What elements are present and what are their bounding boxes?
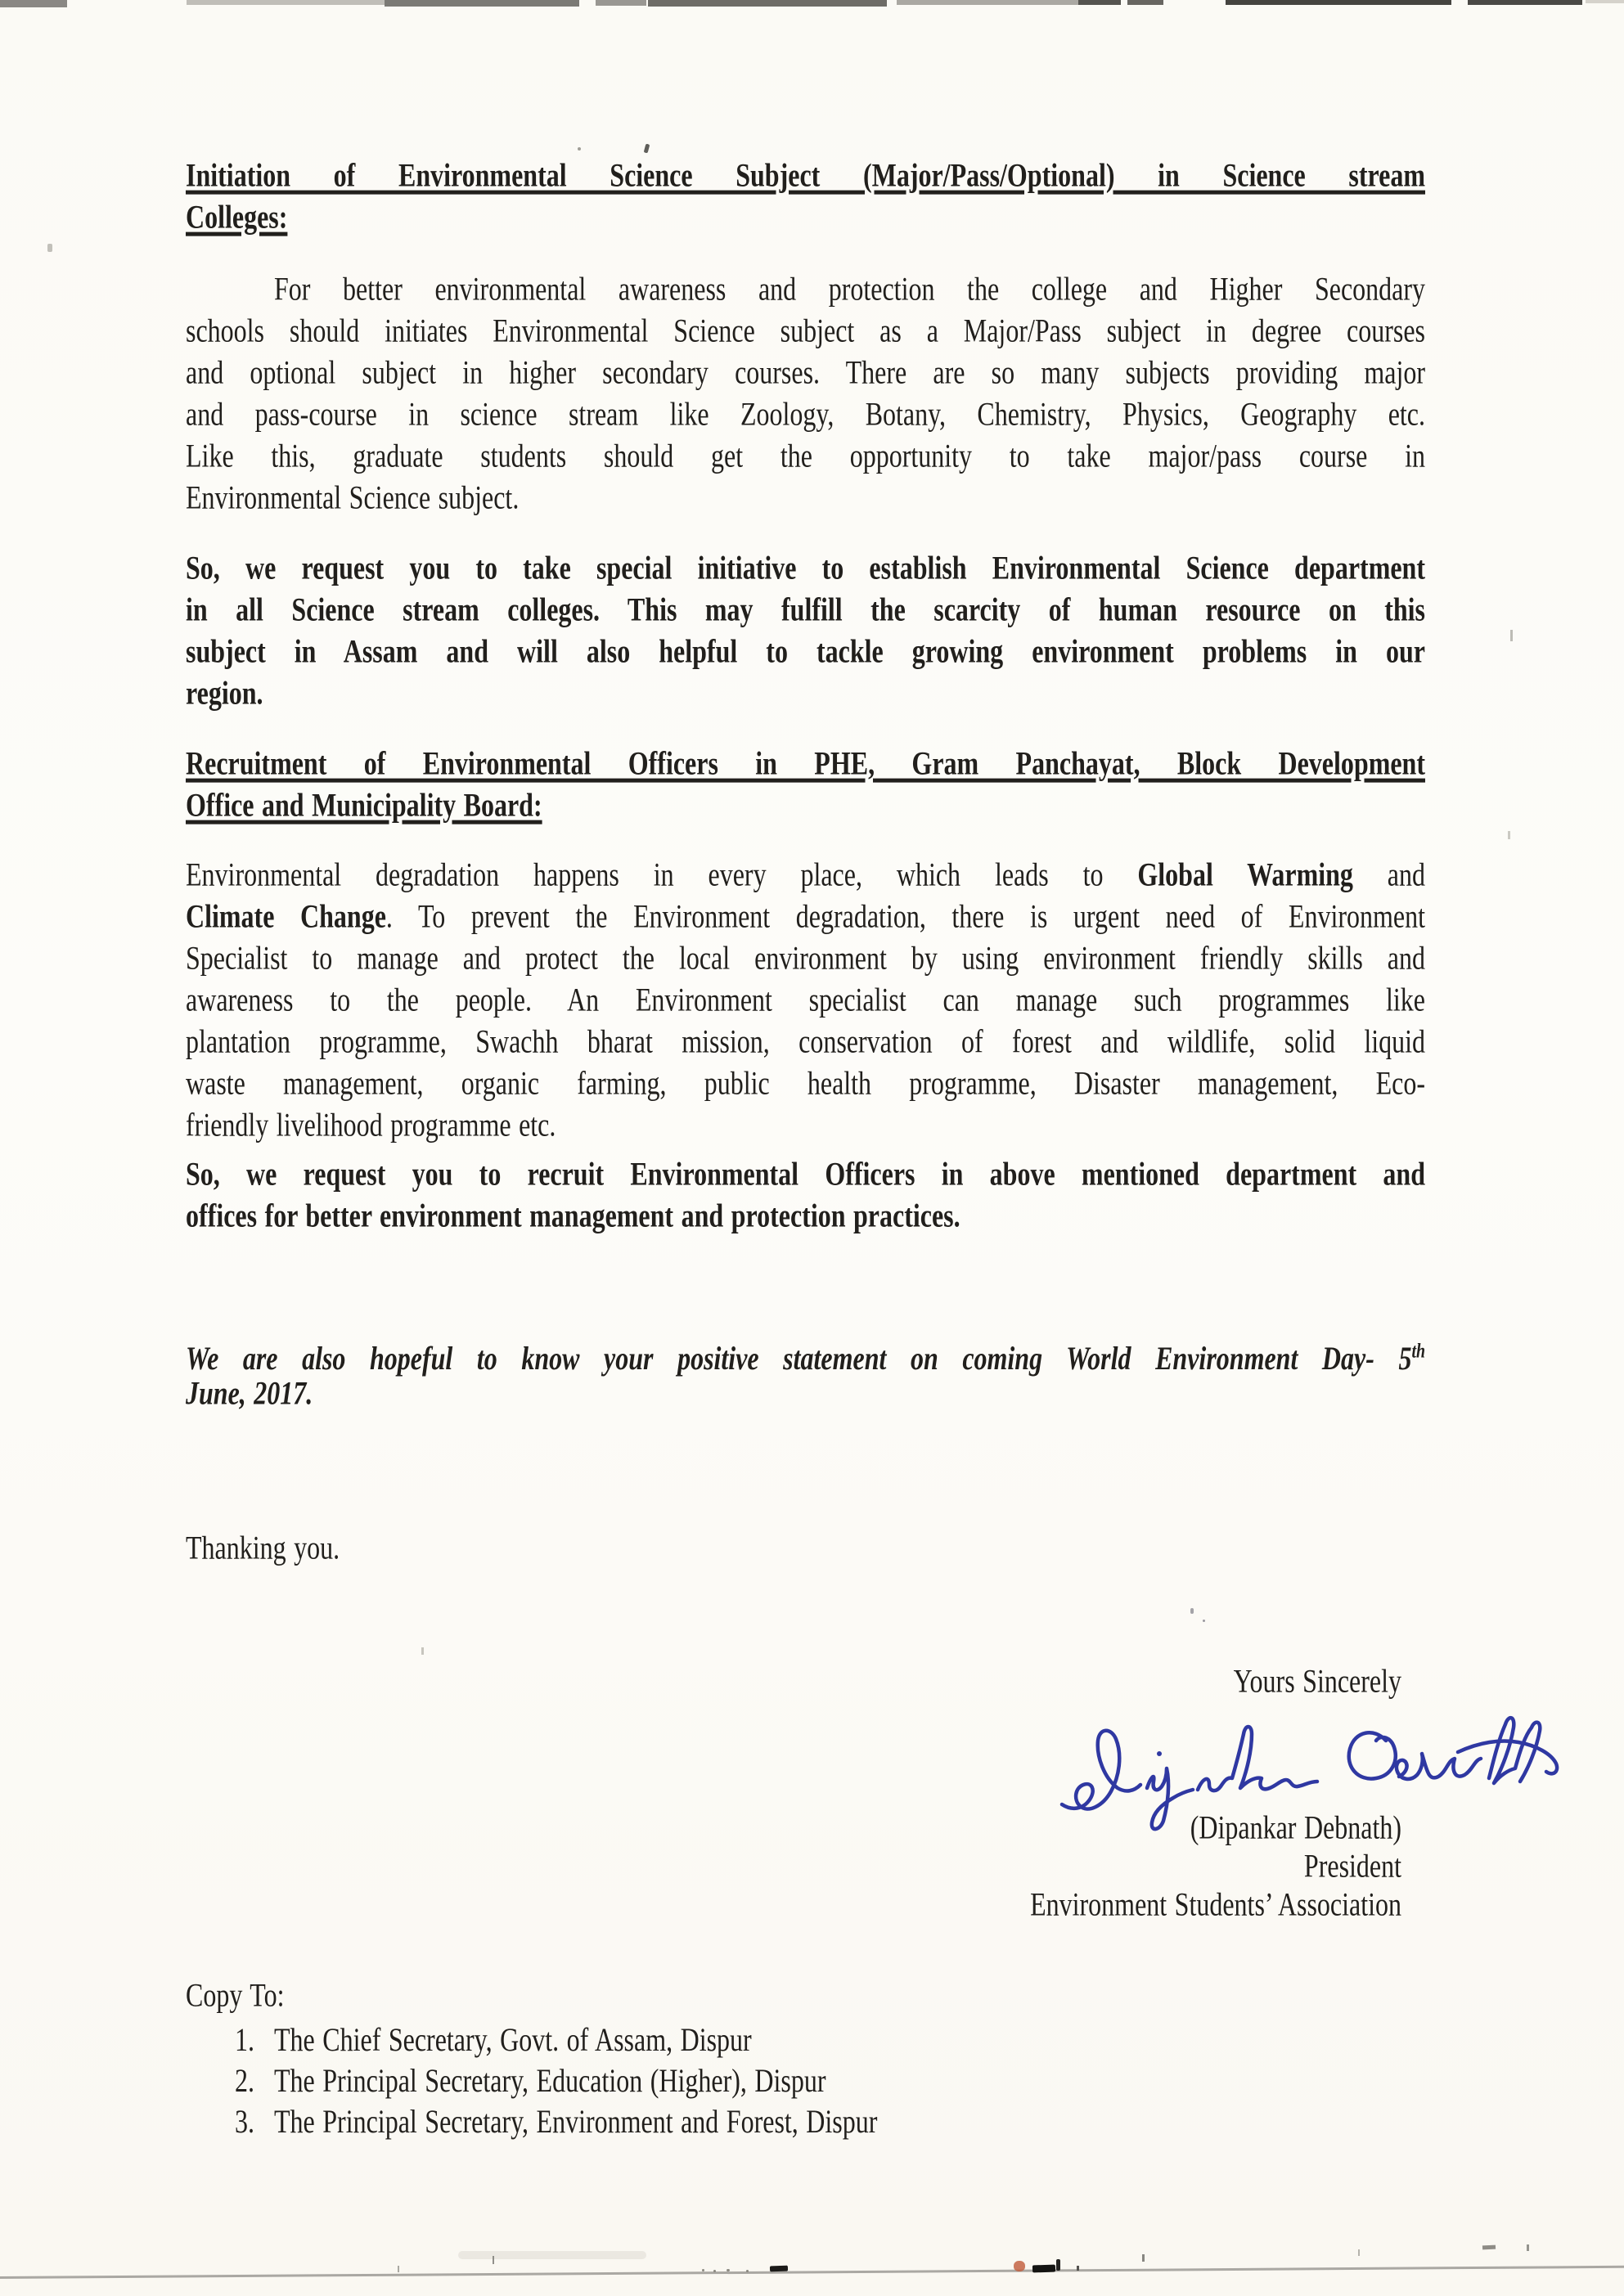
emphasis-global-warming: Global Warming (1137, 856, 1353, 893)
scan-speck (1077, 2266, 1079, 2271)
copy-list-item (186, 2096, 1425, 2147)
closing-salutation (186, 1660, 1401, 1702)
text-line: Copy To: (186, 1976, 285, 2014)
scan-artifact-bottom-edge (0, 2266, 1624, 2279)
scan-artifact-top-edge (596, 0, 646, 6)
text-line: Environmental Science subject. (186, 479, 520, 516)
text-line: For better environmental awareness and protection the college and Higher Secondary (274, 270, 1425, 308)
text-line: plantation programme, Swachh bharat mission, conservation of forest and wildlife, solid liquid (186, 1022, 1425, 1060)
scan-speck (1014, 2261, 1025, 2271)
paragraph-request-initiative (186, 547, 1425, 714)
paragraph-better-awareness (186, 268, 1425, 519)
scan-speck (1527, 2244, 1529, 2251)
text-line: We are also hopeful to know your positive statement on coming World Environment Day- 5th (186, 1339, 1425, 1377)
scan-artifact-top-edge (648, 0, 887, 7)
text-line: Specialist to manage and protect the local environment by using environment friendly skills and (186, 939, 1425, 977)
paragraph-world-environment-day (186, 1331, 1425, 1414)
paragraph-env-degradation (186, 854, 1425, 1146)
heading-initiation-env-science (186, 155, 1425, 238)
heading-line: Initiation of Environmental Science Subject (Major/Pass/Optional) in Science stream (186, 156, 1425, 194)
copy-to-list (186, 2019, 1425, 2141)
scan-artifact-top-edge (0, 0, 67, 7)
scan-speck (1358, 2249, 1360, 2256)
scan-speck (702, 2269, 704, 2271)
text-line: schools should initiates Environmental Science subject as a Major/Pass subject in degree courses (186, 312, 1425, 349)
scan-artifact-top-edge (1078, 0, 1121, 5)
text-line: region. (186, 674, 263, 712)
scan-speck (746, 2270, 749, 2272)
scan-artifact-top-edge (1127, 0, 1163, 5)
text-line: Environmental degradation happens in every place, which leads to Global Warming and (186, 856, 1426, 893)
text-line: and optional subject in higher secondary courses. There are so many subjects providing major (186, 353, 1425, 391)
list-item-text: The Principal Secretary, Environment and Forest, Dispur (274, 2102, 878, 2140)
list-item-number: 1. (235, 2020, 254, 2058)
text-line: Thanking you. (186, 1529, 340, 1566)
scan-speck (1056, 2259, 1060, 2271)
scan-speck (1508, 831, 1510, 839)
scan-speck (421, 1647, 424, 1655)
text-line: subject in Assam and will also helpful to tackle growing environment problems in our (186, 632, 1425, 670)
list-item-number: 2. (235, 2061, 254, 2099)
thanking-line (186, 1527, 1425, 1569)
scan-speck (458, 2251, 646, 2259)
copy-to-label (186, 1975, 1425, 2016)
scan-speck (770, 2266, 788, 2272)
ordinal-superscript: th (1411, 1340, 1425, 1363)
scan-artifact-top-edge (1226, 0, 1451, 5)
text-line: Yours Sincerely (1233, 1662, 1401, 1700)
text-line: Climate Change. To prevent the Environment degradation, there is urgent need of Environment (186, 897, 1426, 935)
scan-artifact-top-edge (187, 0, 391, 5)
heading-line: Colleges: (186, 198, 288, 236)
scan-artifact-top-edge (385, 0, 579, 7)
heading-line: Recruitment of Environmental Officers in PHE, Gram Panchayat, Block Development (186, 744, 1425, 782)
list-item-text: The Chief Secretary, Govt. of Assam, Dispur (274, 2020, 752, 2058)
text-line: So, we request you to recruit Environmental Officers in above mentioned department and (186, 1155, 1425, 1193)
text-line: So, we request you to take special initiative to establish Environmental Science department (186, 549, 1425, 586)
heading-line: Office and Municipality Board: (186, 786, 542, 824)
text-line: awareness to the people. An Environment specialist can manage such programmes like (186, 981, 1425, 1018)
scan-speck (1032, 2265, 1055, 2273)
scan-artifact-top-edge (1586, 0, 1624, 3)
scan-speck (1142, 2254, 1145, 2262)
scan-speck (1203, 1620, 1205, 1622)
scan-artifact-top-edge (897, 0, 1100, 5)
text-line: friendly livelihood programme etc. (186, 1106, 556, 1144)
signatory-title: President (1303, 1847, 1401, 1885)
scan-speck (1482, 2245, 1496, 2250)
heading-recruitment-env-officers (186, 743, 1425, 826)
scan-speck (713, 2270, 716, 2272)
signatory-organization: Environment Students’ Association (1030, 1885, 1401, 1923)
text-line: offices for better environment management and protection practices. (186, 1197, 960, 1234)
list-item-text: The Principal Secretary, Education (Higher), Dispur (274, 2061, 826, 2099)
scan-speck (398, 2266, 399, 2272)
scan-speck (493, 2256, 494, 2264)
text-line: in all Science stream colleges. This may fulfill the scarcity of human resource on this (186, 591, 1425, 628)
scan-speck (1510, 630, 1513, 641)
signatory-name: (Dipankar Debnath) (1190, 1808, 1401, 1846)
signature-block (186, 1808, 1401, 1924)
text-line: June, 2017. (186, 1374, 313, 1412)
text-line: Like this, graduate students should get the opportunity to take major/pass course in (186, 437, 1425, 474)
list-item-number: 3. (235, 2102, 254, 2140)
text-line: and pass-course in science stream like Zoology, Botany, Chemistry, Physics, Geography etc. (186, 395, 1425, 433)
paragraph-request-recruit (186, 1153, 1425, 1237)
scan-artifact-top-edge (1468, 0, 1582, 5)
emphasis-climate-change: Climate Change (186, 897, 386, 935)
scan-speck (47, 244, 52, 252)
scan-speck (1190, 1608, 1194, 1614)
text-line: waste management, organic farming, public health programme, Disaster management, Eco- (186, 1064, 1425, 1102)
scan-speck (727, 2269, 730, 2271)
